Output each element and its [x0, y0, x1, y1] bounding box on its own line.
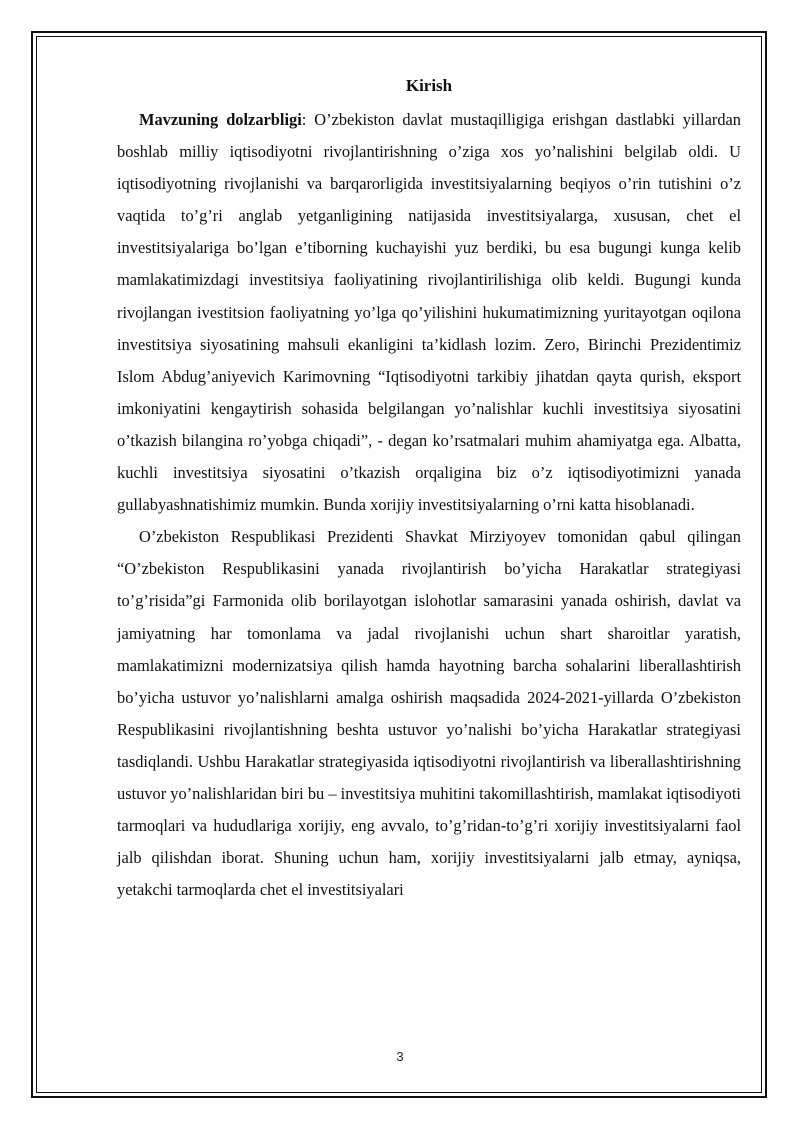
- section-heading: Kirish: [405, 76, 453, 95]
- paragraph-relevance: [117, 104, 741, 521]
- paragraph-relevance-text: : O’zbekiston davlat mustaqilligiga erishgan dastlabki yillardan boshlab milliy iqtisodiyotni rivojlantirishning o’ziga xos yo’nalishini belgilab oldi. U iqtisodiyotning rivojlanishi va barqarorligida investitsiyalarning beqiyos o’rin tutishini o’z vaqtida to’g’ri anglab yetganligining natijasida investitsiyalarga, xususan, chet el investitsiyalariga bo’lgan e’tiborning kuchayishi yuz berdiki, bu esa bugungi kunga kelib mamlakatimizdagi investitsiya faoliyatining rivojlantirilishiga olib keldi. Bugungi kunda rivojlangan ivestitsion faoliyatning yo’lga qo’yilishini hukumatimizning yuritayotgan oqilona investitsiya siyosatining mahsuli ekanligini ta’kidlash lozim. Zero, Birinchi Prezidentimiz Islom Abdug’aniyevich Karimovning “Iqtisodiyotni tarkibiy jihatdan qayta qurish, eksport imkoniyatini kengaytirish sohasida belgilangan yo’nalishlar kuchli investitsiya siyosatini o’tkazish bilangina ro’yobga chiqadi”, - degan ko’rsatmalari muhim ahamiyatga ega. Albatta, kuchli investitsiya siyosatini o’tkazish orqaligina biz o’z iqtisodiyotimizni yanada gullabyashnatishimiz mumkin. Bunda xorijiy investitsiyalarning o’rni katta hisoblanadi.: [117, 110, 741, 515]
- page-number: 3: [396, 1049, 404, 1064]
- paragraph-strategy: O’zbekiston Respublikasi Prezidenti Shavkat Mirziyoyev tomonidan qabul qilingan “O’zbekiston Respublikasini yanada rivojlantirish bo’yicha Harakatlar strategiyasi to’g’risida”gi Farmonida olib borilayotgan islohotlar samarasini yanada oshirish, davlat va jamiyatning har tomonlama va jadal rivojlanishi uchun shart sharoitlar yaratish, mamlakatimizni modernizatsiya qilish hamda hayotning barcha sohalarini liberallashtirish bo’yicha ustuvor yo’nalishlarni amalga oshirish maqsadida 2024-2021-yillarda O’zbekiston Respublikasini rivojlantishning beshta ustuvor yo’nalishi bo’yicha Harakatlar strategiyasi tasdiqlandi. Ushbu Harakatlar strategiyasida iqtisodiyotni rivojlantirish va liberallashtirishning ustuvor yo’nalishlaridan biri bu – investitsiya muhitini takomillashtirish, mamlakat iqtisodiyoti tarmoqlari va hududlariga xorijiy, eng avvalo, to’g’ridan-to’g’ri xorijiy investitsiyalarni faol jalb qilishdan iborat. Shuning uchun ham, xorijiy investitsiyalarni jalb etmay, ayniqsa, yetakchi tarmoqlarda chet el investitsiyalari: [117, 527, 741, 900]
- document-body: [117, 70, 741, 906]
- paragraph-lead-bold: Mavzuning dolzarbligi: [139, 110, 302, 129]
